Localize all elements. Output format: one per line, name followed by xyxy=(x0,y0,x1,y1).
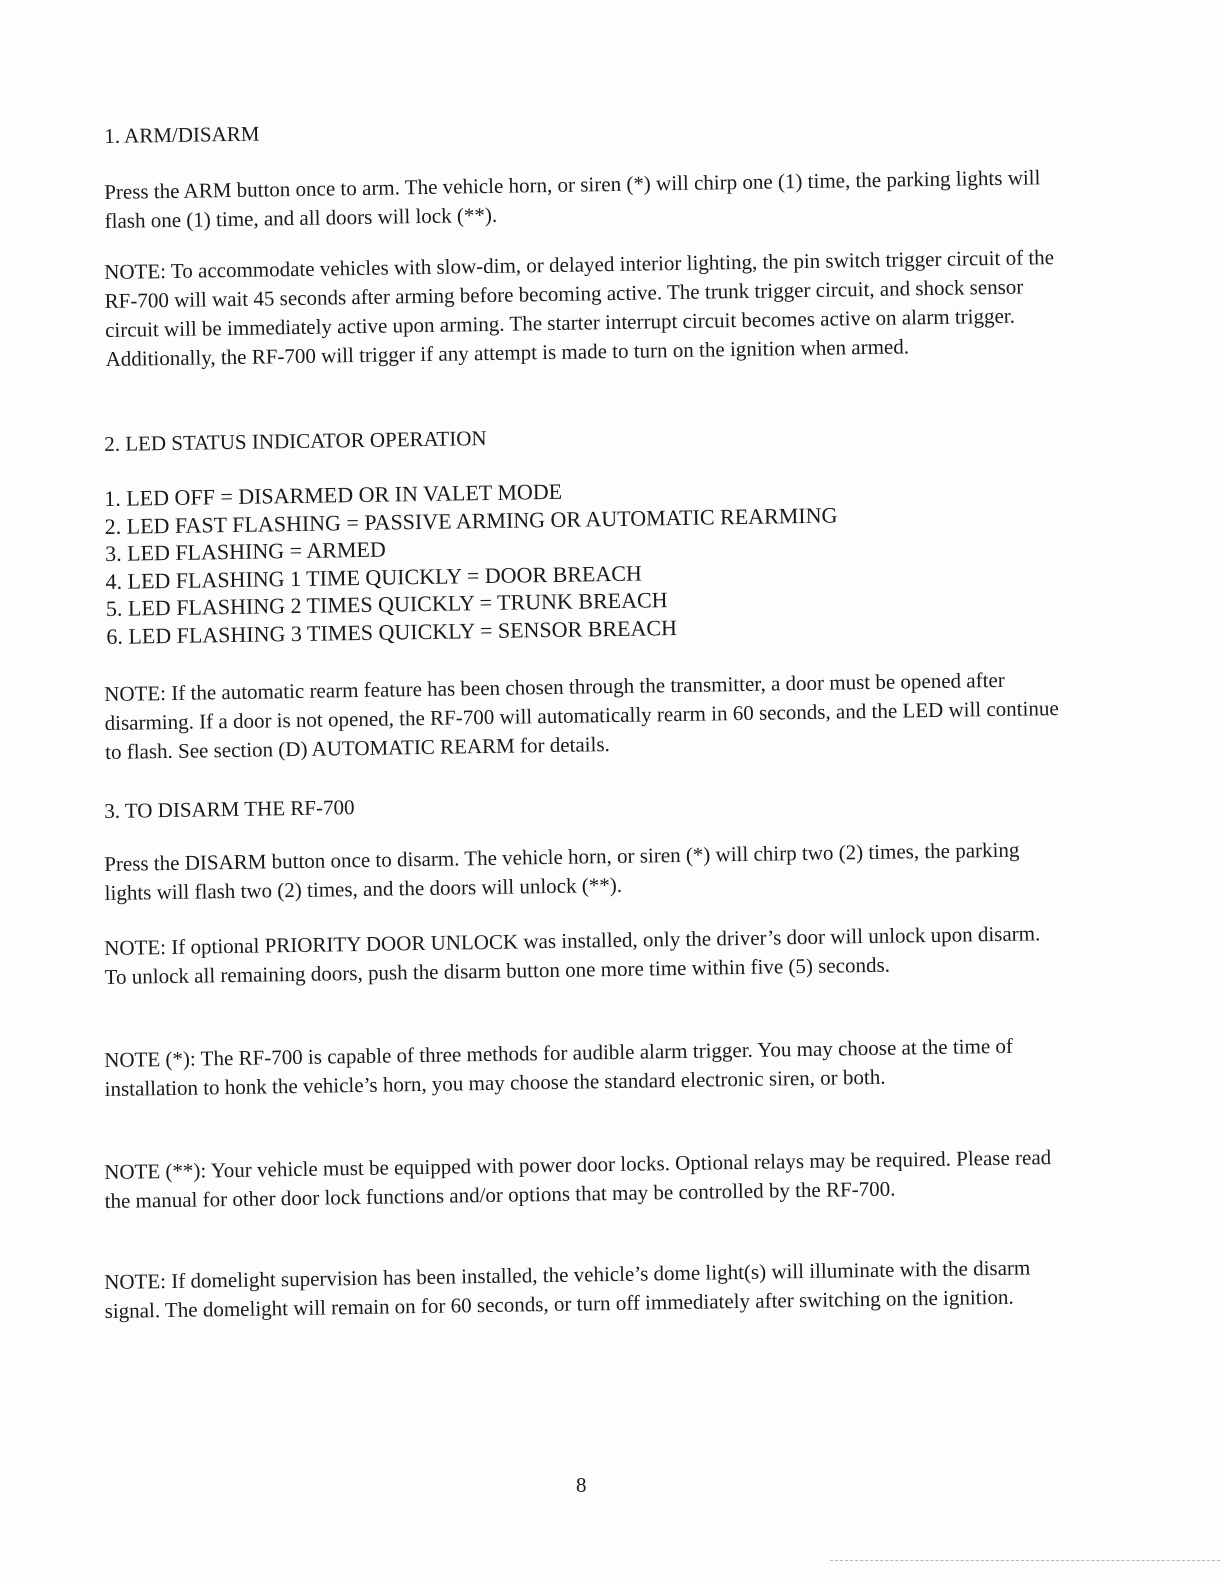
led-status-list xyxy=(104,473,839,649)
scan-artifact-line xyxy=(830,1560,1220,1562)
list-item: 6. LED FLASHING 3 TIMES QUICKLY = SENSOR BREACH xyxy=(106,614,678,649)
list-item: 1. LED OFF = DISARMED OR IN VALET MODE xyxy=(104,478,563,511)
list-item: 5. LED FLASHING 2 TIMES QUICKLY = TRUNK BREACH xyxy=(105,587,668,621)
audible-trigger-note: NOTE (*): The RF-700 is capable of three methods for audible alarm trigger. You may choose at the time of installation to honk the vehicle’s horn, you may choose the standard electronic siren, or both. xyxy=(104,1033,1014,1101)
list-item: 4. LED FLASHING 1 TIME QUICKLY = DOOR BREACH xyxy=(105,560,643,594)
section-2-note: NOTE: If the automatic rearm feature has been chosen through the transmitter, a door must be opened after disarming. If a door is not opened, the RF-700 will automatically rearm in 60 seconds, and the LED will continue to flash. See section (D) AUTOMATIC REARM for details. xyxy=(104,667,1059,764)
section-1-paragraph: Press the ARM button once to arm. The vehicle horn, or siren (*) will chirp one (1) time, the parking lights will flash one (1) time, and all doors will lock (**). xyxy=(104,165,1041,233)
section-3-paragraph: Press the DISARM button once to disarm. The vehicle horn, or siren (*) will chirp two (2) times, the parking lights will flash two (2) times, and the doors will unlock (**). xyxy=(104,837,1020,905)
power-door-locks-note: NOTE (**): Your vehicle must be equipped with power door locks. Optional relays may be required. Please read the manual for other door lock functions and/or options that may be controlled by the RF-700. xyxy=(104,1145,1052,1213)
section-2-heading: 2. LED STATUS INDICATOR OPERATION xyxy=(104,425,487,456)
section-1-note: NOTE: To accommodate vehicles with slow-dim, or delayed interior lighting, the pin switch trigger circuit of the RF-700 will wait 45 seconds after arming before becoming active. The trunk trigger circuit, and shock sensor circuit will be immediately active upon arming. The starter interrupt circuit becomes active on alarm trigger. Additionally, the RF-700 will trigger if any attempt is made to turn on the ignition when armed. xyxy=(104,245,1055,371)
section-1-heading: 1. ARM/DISARM xyxy=(104,121,260,148)
priority-door-unlock-note: NOTE: If optional PRIORITY DOOR UNLOCK was installed, only the driver’s door will unlock upon disarm. To unlock all remaining doors, push the disarm button one more time within five (5) seconds. xyxy=(104,921,1041,989)
page-number: 8 xyxy=(576,1473,587,1497)
section-3-heading: 3. TO DISARM THE RF-700 xyxy=(104,795,355,823)
list-item: 3. LED FLASHING = ARMED xyxy=(104,536,386,566)
list-item: 2. LED FAST FLASHING = PASSIVE ARMING OR AUTOMATIC REARMING xyxy=(104,501,838,539)
domelight-note: NOTE: If domelight supervision has been installed, the vehicle’s dome light(s) will illuminate with the disarm signal. The domelight will remain on for 60 seconds, or turn off immediately after switching on the ignition. xyxy=(104,1255,1031,1323)
